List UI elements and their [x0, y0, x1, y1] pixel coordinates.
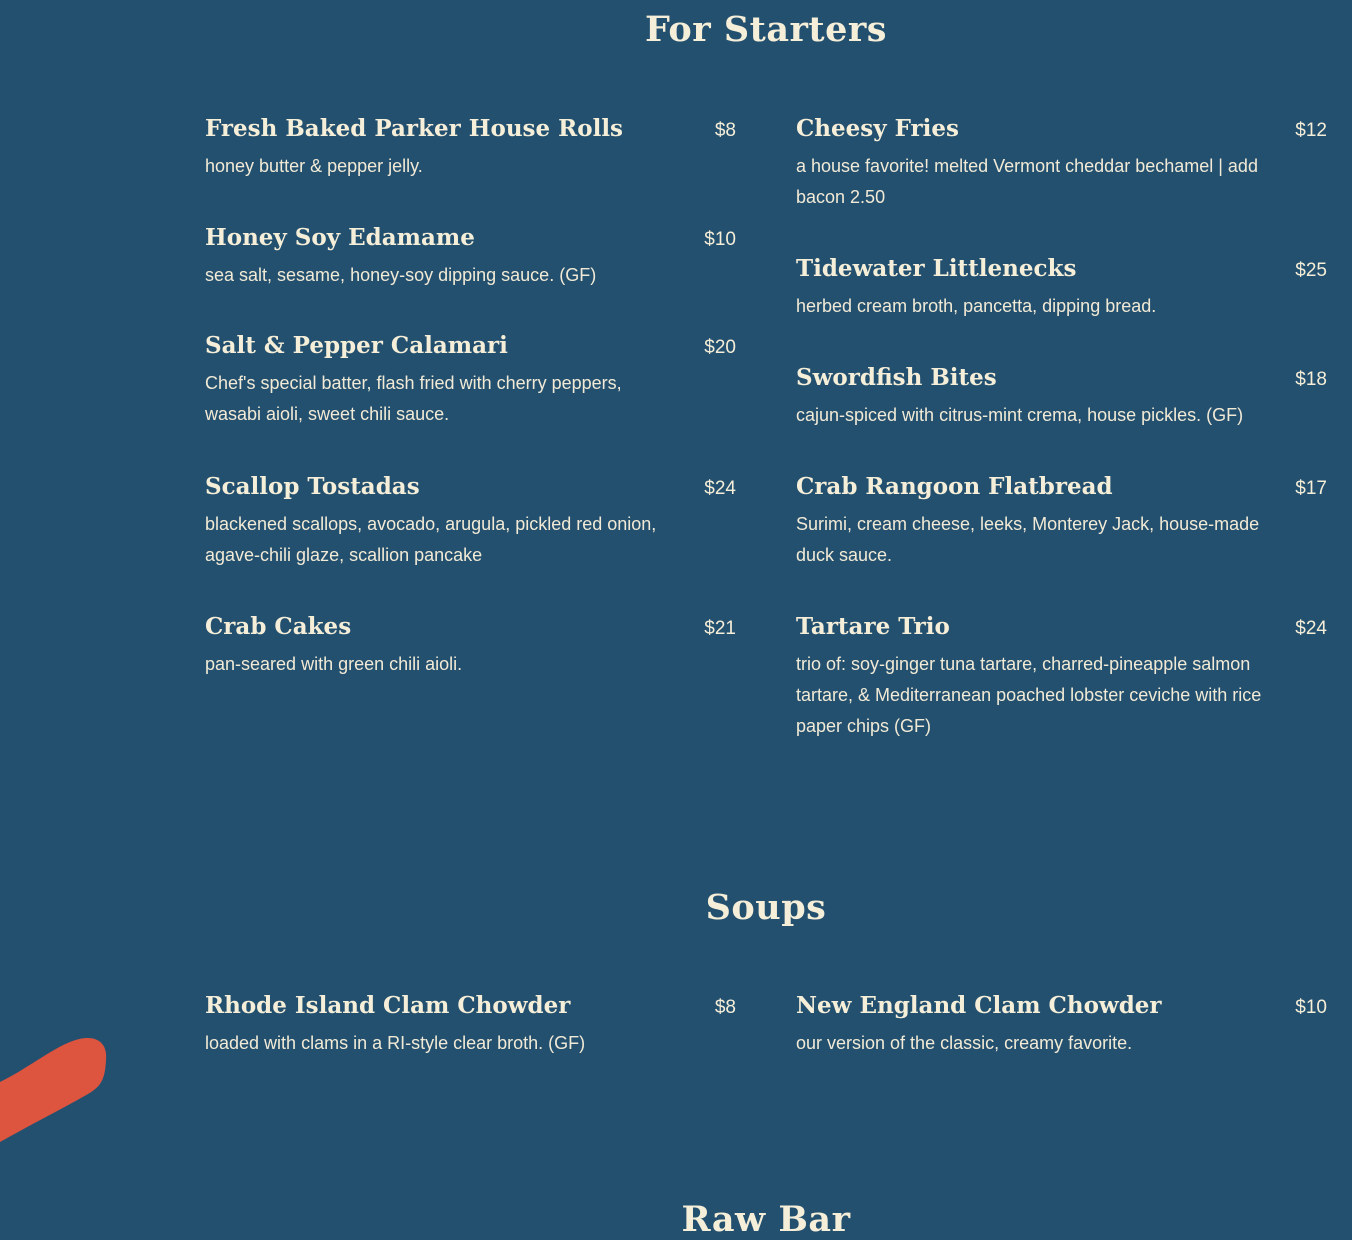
item-price: $24 — [1295, 618, 1327, 639]
menu-item-parker-house-rolls — [205, 115, 736, 182]
item-name: Crab Cakes — [205, 613, 352, 640]
item-name: Salt & Pepper Calamari — [205, 332, 508, 359]
item-price: $12 — [1295, 120, 1327, 141]
menu-item-tartare-trio — [796, 613, 1327, 742]
item-name: Swordfish Bites — [796, 364, 997, 391]
item-description: sea salt, sesame, honey-soy dipping sauce. (GF) — [205, 265, 597, 285]
menu-item-honey-soy-edamame — [205, 224, 736, 291]
item-description: trio of: soy-ginger tuna tartare, charred-pineapple salmon tartare, & Mediterranean poached lobster ceviche with rice paper chips (GF) — [796, 654, 1262, 736]
menu-item-ne-clam-chowder — [796, 992, 1327, 1059]
item-name: Fresh Baked Parker House Rolls — [205, 115, 624, 142]
menu-item-swordfish-bites — [796, 364, 1327, 431]
item-name: New England Clam Chowder — [796, 992, 1162, 1019]
item-description: Chef's special batter, flash fried with cherry peppers, wasabi aioli, sweet chili sauce. — [205, 373, 622, 424]
section-title-raw-bar: Raw Bar — [681, 1199, 851, 1240]
item-description: blackened scallops, avocado, arugula, pickled red onion, agave-chili glaze, scallion pancake — [205, 514, 657, 565]
menu-item-salt-pepper-calamari — [205, 332, 736, 430]
item-name: Crab Rangoon Flatbread — [796, 473, 1113, 500]
item-name: Honey Soy Edamame — [205, 224, 475, 251]
item-description: loaded with clams in a RI-style clear broth. (GF) — [205, 1033, 586, 1053]
menu-item-tidewater-littlenecks — [796, 255, 1327, 322]
item-price: $10 — [1295, 997, 1327, 1018]
item-description: a house favorite! melted Vermont cheddar bechamel | add bacon 2.50 — [796, 156, 1258, 207]
item-name: Tartare Trio — [796, 613, 950, 640]
item-description: honey butter & pepper jelly. — [205, 156, 423, 176]
item-price: $10 — [704, 229, 736, 250]
item-description: pan-seared with green chili aioli. — [205, 654, 463, 674]
item-description: our version of the classic, creamy favorite. — [796, 1033, 1133, 1053]
item-price: $17 — [1295, 478, 1327, 499]
menu-item-crab-cakes — [205, 613, 736, 680]
item-price: $18 — [1295, 369, 1327, 390]
menu-item-crab-rangoon-flatbread — [796, 473, 1327, 571]
item-price: $20 — [704, 337, 736, 358]
item-price: $21 — [704, 618, 736, 639]
menu-item-scallop-tostadas — [205, 473, 736, 571]
item-name: Cheesy Fries — [796, 115, 959, 142]
menu-item-ri-clam-chowder — [205, 992, 736, 1059]
menu-item-cheesy-fries — [796, 115, 1327, 213]
item-price: $8 — [714, 120, 736, 141]
decorative-brush-stroke — [0, 1030, 115, 1150]
item-description: herbed cream broth, pancetta, dipping bread. — [796, 296, 1157, 316]
item-name: Scallop Tostadas — [205, 473, 420, 500]
item-description: cajun-spiced with citrus-mint crema, house pickles. (GF) — [796, 405, 1244, 425]
item-name: Tidewater Littlenecks — [796, 255, 1077, 282]
item-price: $24 — [704, 478, 736, 499]
section-title-soups: Soups — [705, 887, 827, 928]
item-price: $8 — [714, 997, 736, 1018]
section-title-starters: For Starters — [644, 9, 888, 50]
item-description: Surimi, cream cheese, leeks, Monterey Jack, house-made duck sauce. — [796, 514, 1260, 565]
item-price: $25 — [1295, 260, 1327, 281]
item-name: Rhode Island Clam Chowder — [205, 992, 571, 1019]
